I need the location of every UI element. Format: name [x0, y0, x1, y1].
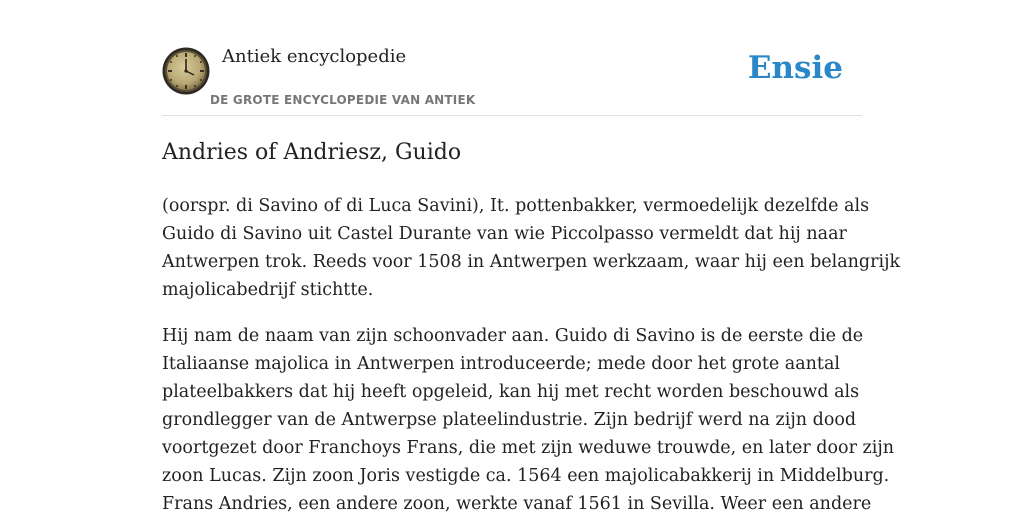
- brand-logo-link[interactable]: Ensie: [747, 50, 843, 86]
- antique-clock-icon: [162, 47, 210, 95]
- text-line: plateelbakkers dat hij heeft opgeleid, kan hij met recht worden beschouwd als: [162, 382, 860, 402]
- site-title[interactable]: Antiek encyclopedie: [222, 46, 407, 67]
- text-line: (oorspr. di Savino of di Luca Savini), It. pottenbakker, vermoedelijk dezelfde als: [162, 196, 870, 216]
- text-line: voortgezet door Franchoys Frans, die met zijn weduwe trouwde, en later door zijn: [162, 438, 895, 458]
- site-subtitle: DE GROTE ENCYCLOPEDIE VAN ANTIEK: [210, 93, 476, 107]
- article-title: Andries of Andriesz, Guido: [162, 140, 462, 165]
- text-line: Antwerpen trok. Reeds voor 1508 in Antwerpen werkzaam, waar hij een belangrijk: [162, 252, 901, 272]
- text-line: grondlegger van de Antwerpse plateelindustrie. Zijn bedrijf werd na zijn dood: [162, 410, 857, 430]
- article-paragraph: [162, 192, 901, 304]
- site-logo-link[interactable]: [162, 47, 210, 95]
- text-line: Italiaanse majolica in Antwerpen introduceerde; mede door het grote aantal: [162, 354, 840, 374]
- text-line: Guido di Savino uit Castel Durante van wie Piccolpasso vermeldt dat hij naar: [162, 224, 847, 244]
- text-line: Frans Andries, een andere zoon, werkte vanaf 1561 in Sevilla. Weer een andere: [162, 494, 872, 512]
- article-body: [162, 192, 901, 512]
- site-header: [162, 0, 862, 116]
- content-container: [162, 0, 901, 512]
- article-paragraph: [162, 322, 895, 512]
- text-line: Hij nam de naam van zijn schoonvader aan. Guido di Savino is de eerste die de: [162, 326, 864, 346]
- text-line: majolicabedrijf stichtte.: [162, 280, 374, 300]
- text-line: zoon Lucas. Zijn zoon Joris vestigde ca. 1564 een majolicabakkerij in Middelburg.: [162, 466, 890, 486]
